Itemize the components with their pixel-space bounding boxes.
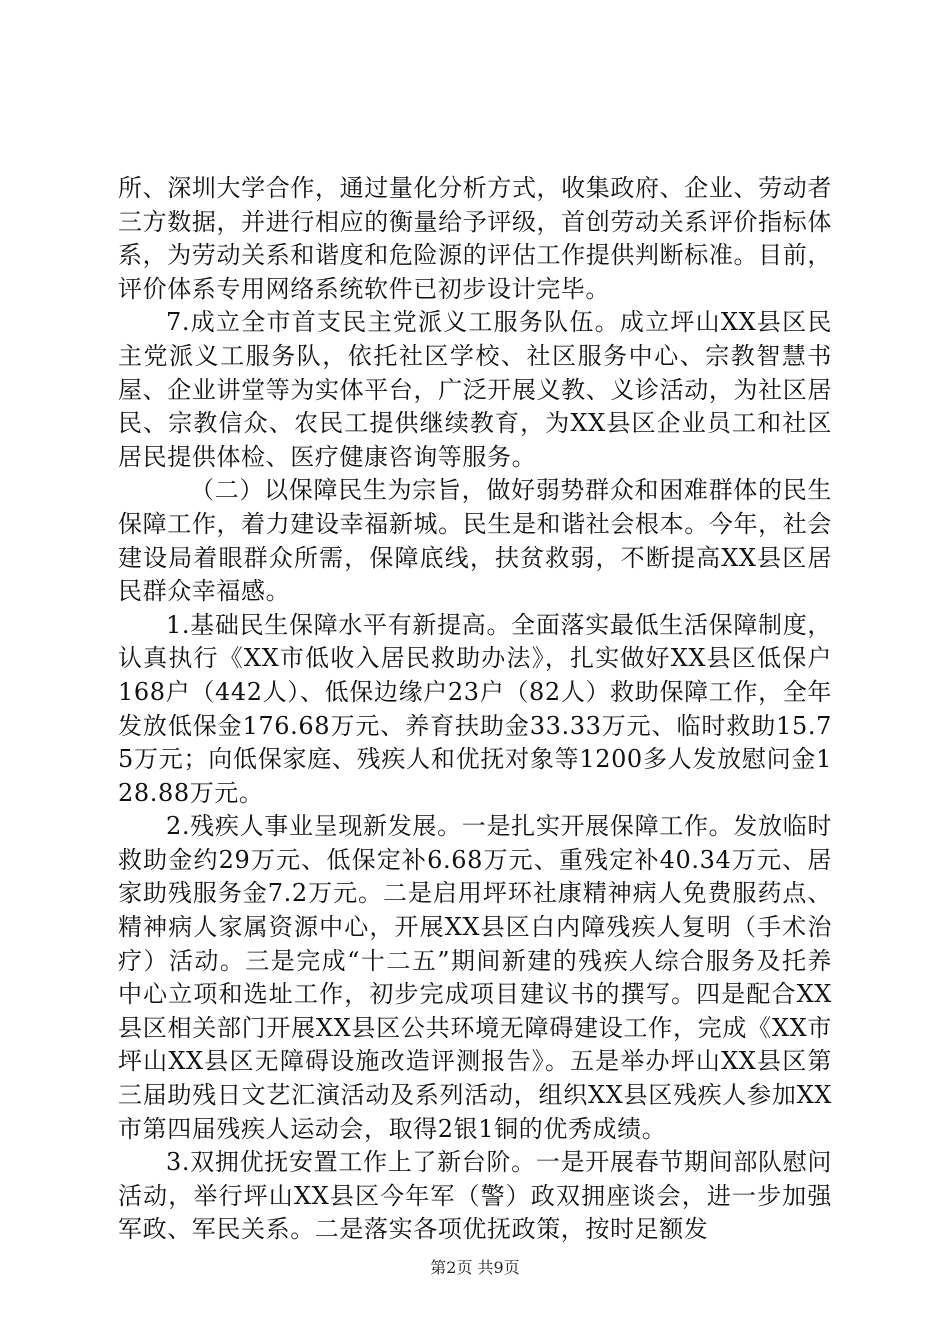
paragraph-item-7: 7.成立全市首支民主党派义工服务队伍。成立坪山XX县区民主党派义工服务队，依托社区学校、社区服务中心、宗教智慧书屋、企业讲堂等为实体平台，广泛开展义教、义诊活动，为社区居民、宗教信众、农民工提供继续教育，为XX县区企业员工和社区居民提供体检、医疗健康咨询等服务。 <box>118 308 832 471</box>
paragraph-item-1: 1.基础民生保障水平有新提高。全面落实最低生活保障制度，认真执行《XX市低收入居民救助办法》，扎实做好XX县区低保户168户（442人）、低保边缘户23户（82人）救助保障工作，全年发放低保金176.68万元、养育扶助金33.33万元、临时救助15.75万元；向低保家庭、残疾人和优抚对象等1200多人发放慰问金128.88万元。 <box>118 610 832 807</box>
paragraph-item-2: 2.残疾人事业呈现新发展。一是扎实开展保障工作。发放临时救助金约29万元、低保定补6.68万元、重残定补40.34万元、居家助残服务金7.2万元。二是启用坪环社康精神病人免费服药点、精神病人家属资源中心，开展XX县区白内障残疾人复明（手术治疗）活动。三是完成“十二五”期间新建的残疾人综合服务及托养中心立项和选址工作，初步完成项目建议书的撰写。四是配合XX县区相关部门开展XX县区公共环境无障碍建设工作，完成《XX市坪山XX县区无障碍设施改造评测报告》。五是举办坪山XX县区第三届助残日文艺汇演活动及系列活动，组织XX县区残疾人参加XX市第四届残疾人运动会，取得2银1铜的优秀成绩。 <box>118 812 832 1143</box>
document-body <box>118 172 832 1247</box>
paragraph-continuation: 所、深圳大学合作，通过量化分析方式，收集政府、企业、劳动者三方数据，并进行相应的衡量给予评级，首创劳动关系评价指标体系，为劳动关系和谐度和危险源的评估工作提供判断标准。目前，评价体系专用网络系统软件已初步设计完毕。 <box>118 174 832 303</box>
paragraph-item-3: 3.双拥优抚安置工作上了新台阶。一是开展春节期间部队慰问活动，举行坪山XX县区今年军（警）政双拥座谈会，进一步加强军政、军民关系。二是落实各项优抚政策，按时足额发 <box>118 1148 832 1244</box>
page-footer: 第2页 共9页 <box>430 1258 520 1277</box>
paragraph-section-2: （二）以保障民生为宗旨，做好弱势群众和困难群体的民生保障工作，着力建设幸福新城。民生是和谐社会根本。今年，社会建设局着眼群众所需，保障底线，扶贫救弱，不断提高XX县区居民群众幸福感。 <box>118 476 832 606</box>
